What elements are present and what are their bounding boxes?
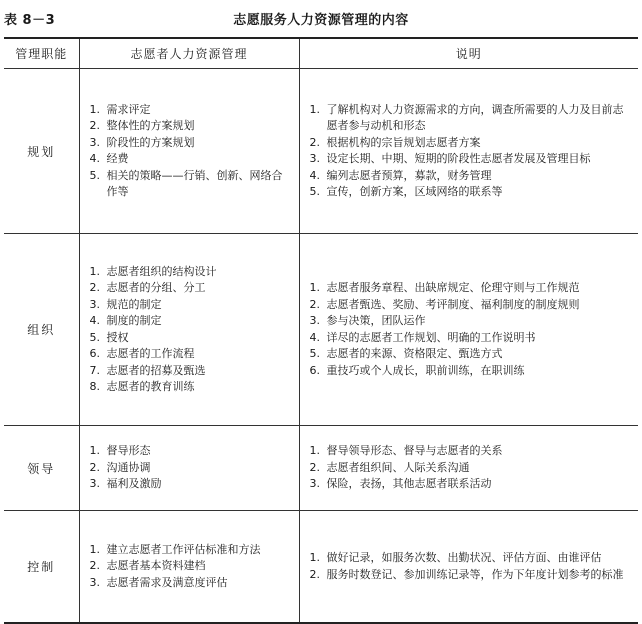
list-item: 4. 编列志愿者预算，募款，财务管理 — [309, 168, 492, 182]
list-item: 6. 重技巧或个人成长，职前训练，在职训练 — [309, 363, 525, 377]
list-item: 2. 志愿者甄选、奖励、考评制度、福利制度的制度规则 — [309, 297, 580, 311]
hr-management-table — [4, 37, 638, 624]
list-item: 3. 志愿者需求及满意度评估 — [89, 575, 228, 589]
notes-cell — [299, 426, 638, 511]
list-item: 3. 参与决策，团队运作 — [309, 314, 426, 327]
list-item: 3. 福利及激励 — [89, 477, 162, 491]
notes-cell — [299, 511, 638, 624]
list-item: 4. 制度的制定 — [89, 314, 162, 327]
items-cell — [79, 426, 299, 511]
table-number: 表 8－3 — [4, 13, 56, 28]
list-item: 1. 督导领导形态、督导与志愿者的关系 — [309, 444, 503, 458]
header-description: 说明 — [299, 38, 638, 69]
list-item: 1. 督导形态 — [89, 444, 151, 458]
list-item: 2. 服务时数登记、参加训练记录等，作为下年度计划参考的标准 — [309, 567, 624, 581]
list-item: 2. 整体性的方案规划 — [89, 119, 195, 132]
notes-cell — [299, 234, 638, 426]
list-item: 8. 志愿者的教育训练 — [89, 380, 195, 393]
list-item: 1. 需求评定 — [89, 102, 151, 116]
table-title: 志愿服务人力资源管理的内容 — [233, 13, 409, 28]
table-row-organizing — [4, 234, 638, 426]
list-item: 3. 阶段性的方案规划 — [89, 135, 195, 149]
list-item: 2. 志愿者的分组、分工 — [89, 281, 206, 294]
function-cell: 控制 — [4, 511, 79, 624]
items-cell — [79, 511, 299, 624]
list-item: 2. 志愿者基本资料建档 — [89, 559, 206, 573]
items-cell — [79, 234, 299, 426]
function-cell: 领导 — [4, 426, 79, 511]
list-item: 3. 规范的制定 — [89, 297, 162, 311]
items-cell — [79, 69, 299, 234]
table-row-planning — [4, 69, 638, 234]
notes-cell — [299, 69, 638, 234]
list-item: 1. 志愿者服务章程、出缺席规定、伦理守则与工作规范 — [309, 281, 580, 294]
list-item: 7. 志愿者的招募及甄选 — [89, 363, 206, 377]
list-item: 5. 相关的策略——行销、创新、网络合作等 — [89, 168, 283, 198]
list-item: 1. 了解机构对人力资源需求的方向，调查所需要的人力及目前志愿者参与动机和形态 — [309, 102, 624, 132]
table-row-leading — [4, 426, 638, 511]
list-item: 2. 沟通协调 — [89, 460, 151, 474]
table-row-controlling — [4, 511, 638, 624]
list-item: 3. 设定长期、中期、短期的阶段性志愿者发展及管理目标 — [309, 152, 591, 165]
header-function: 管理职能 — [4, 38, 79, 69]
list-item: 4. 详尽的志愿者工作规划、明确的工作说明书 — [309, 330, 536, 344]
list-item: 5. 授权 — [89, 330, 129, 344]
header-row — [4, 38, 638, 69]
list-item: 1. 志愿者组织的结构设计 — [89, 264, 217, 278]
list-item: 4. 经费 — [89, 152, 129, 165]
list-item: 3. 保险，表扬，其他志愿者联系活动 — [309, 477, 492, 491]
function-cell: 规划 — [4, 69, 79, 234]
function-cell: 组织 — [4, 234, 79, 426]
list-item: 2. 志愿者组织间、人际关系沟通 — [309, 460, 470, 474]
list-item: 1. 建立志愿者工作评估标准和方法 — [89, 542, 261, 556]
list-item: 5. 宣传，创新方案，区域网络的联系等 — [309, 185, 503, 198]
list-item: 6. 志愿者的工作流程 — [89, 347, 195, 360]
header-hr-management: 志愿者人力资源管理 — [79, 38, 299, 69]
list-item: 1. 做好记录，如服务次数、出勤状况、评估方面、由谁评估 — [309, 551, 602, 564]
table-caption — [4, 9, 638, 29]
list-item: 2. 根据机构的宗旨规划志愿者方案 — [309, 135, 481, 149]
list-item: 5. 志愿者的来源、资格限定、甄选方式 — [309, 347, 503, 360]
